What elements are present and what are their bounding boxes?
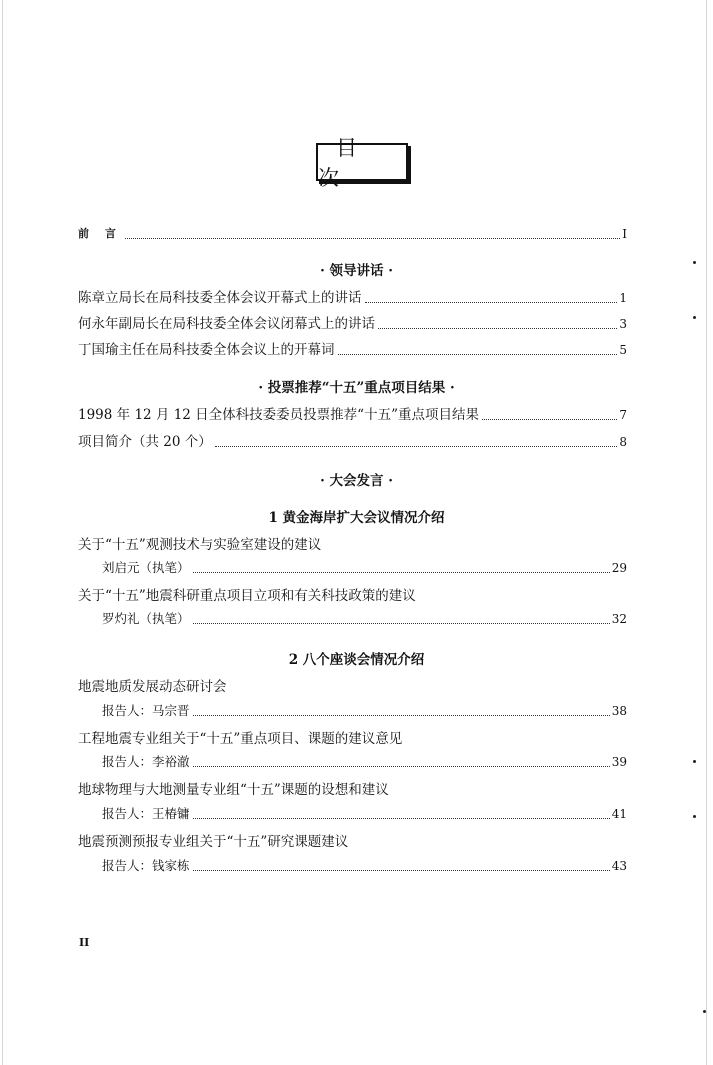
toc-page-number: 39 xyxy=(611,755,627,769)
toc-entry-title: 何永年副局长在局科技委全体会议闭幕式上的讲话 xyxy=(78,316,375,332)
toc-page-number: 8 xyxy=(619,435,627,449)
toc-page-number: 1 xyxy=(619,291,627,305)
section-heading: · 大会发言 · xyxy=(320,473,393,489)
toc-entry-title[interactable]: 工程地震专业组关于“十五”重点项目、课题的建议意见 xyxy=(78,731,403,747)
section-heading: · 领导讲话 · xyxy=(320,263,393,279)
toc-page-number: 43 xyxy=(611,859,627,873)
leader-dots xyxy=(125,238,620,239)
toc-page-number: I xyxy=(622,227,627,241)
leader-dots xyxy=(193,623,610,624)
toc-page-number: 7 xyxy=(619,408,627,422)
leader-dots xyxy=(338,354,618,355)
leader-dots xyxy=(482,419,617,420)
toc-entry[interactable] xyxy=(102,560,627,576)
toc-entry-author: 报告人：王椿镛 xyxy=(102,806,190,821)
leader-dots xyxy=(193,572,610,573)
toc-entry-title[interactable]: 关于“十五”观测技术与实验室建设的建议 xyxy=(78,537,322,553)
toc-entry-title: 前 言 xyxy=(78,227,122,240)
toc-entry-author: 报告人：李裕澈 xyxy=(102,754,190,769)
toc-entry-title: 丁国瑜主任在局科技委全体会议上的开幕词 xyxy=(78,342,335,358)
toc-entry[interactable] xyxy=(78,342,627,358)
toc-page-number: 29 xyxy=(611,561,627,575)
subsection-heading: 2 八个座谈会情况介绍 xyxy=(288,652,425,668)
toc-entry-title[interactable]: 关于“十五”地震科研重点项目立项和有关科技政策的建议 xyxy=(78,588,416,604)
toc-page-number: 3 xyxy=(619,317,627,331)
toc-entry-author: 报告人：马宗晋 xyxy=(102,703,190,718)
toc-entry[interactable] xyxy=(78,290,627,306)
section-heading: · 投票推荐“十五”重点项目结果 · xyxy=(258,380,455,396)
leader-dots xyxy=(193,715,610,716)
toc-entry[interactable] xyxy=(102,858,627,874)
toc-entry-title[interactable]: 地震预测预报专业组关于“十五”研究课题建议 xyxy=(78,834,349,850)
toc-page-number: 32 xyxy=(611,612,627,626)
leader-dots xyxy=(193,766,610,767)
toc-page-number: 41 xyxy=(611,807,627,821)
toc-entry-title[interactable]: 地球物理与大地测量专业组“十五”课题的设想和建议 xyxy=(78,782,389,798)
toc-entry-title: 1998 年 12 月 12 日全体科技委委员投票推荐“十五”重点项目结果 xyxy=(78,407,479,423)
page-edge-left xyxy=(2,0,3,1065)
toc-entry-title: 项目简介（共 20 个） xyxy=(78,434,212,450)
scan-speck xyxy=(693,261,696,264)
subsection-heading: 1 黄金海岸扩大会议情况介绍 xyxy=(268,510,445,526)
leader-dots xyxy=(378,328,617,329)
toc-entry-author: 罗灼礼（执笔） xyxy=(102,611,190,626)
scan-speck xyxy=(693,316,696,319)
page-edge-right xyxy=(706,0,707,1065)
leader-dots xyxy=(193,818,610,819)
toc-page-number: 5 xyxy=(619,343,627,357)
toc-title: 目 次 xyxy=(316,143,408,181)
toc-entry-preface[interactable] xyxy=(78,226,627,242)
toc-entry[interactable] xyxy=(102,754,627,770)
toc-page-number: 38 xyxy=(611,704,627,718)
footer-page-number: II xyxy=(79,936,90,949)
toc-entry[interactable] xyxy=(78,407,627,423)
toc-entry[interactable] xyxy=(102,703,627,719)
toc-entry[interactable] xyxy=(102,611,627,627)
leader-dots xyxy=(193,870,610,871)
scan-speck xyxy=(693,760,696,763)
scan-speck xyxy=(693,815,696,818)
toc-entry-author: 刘启元（执笔） xyxy=(102,560,190,575)
scan-speck xyxy=(703,1010,706,1013)
toc-entry[interactable] xyxy=(102,806,627,822)
leader-dots xyxy=(215,446,618,447)
toc-entry-title[interactable]: 地震地质发展动态研讨会 xyxy=(78,679,227,695)
toc-entry-title: 陈章立局长在局科技委全体会议开幕式上的讲话 xyxy=(78,290,362,306)
toc-entry[interactable] xyxy=(78,434,627,450)
toc-entry-author: 报告人：钱家栋 xyxy=(102,858,190,873)
leader-dots xyxy=(365,302,618,303)
toc-entry[interactable] xyxy=(78,316,627,332)
